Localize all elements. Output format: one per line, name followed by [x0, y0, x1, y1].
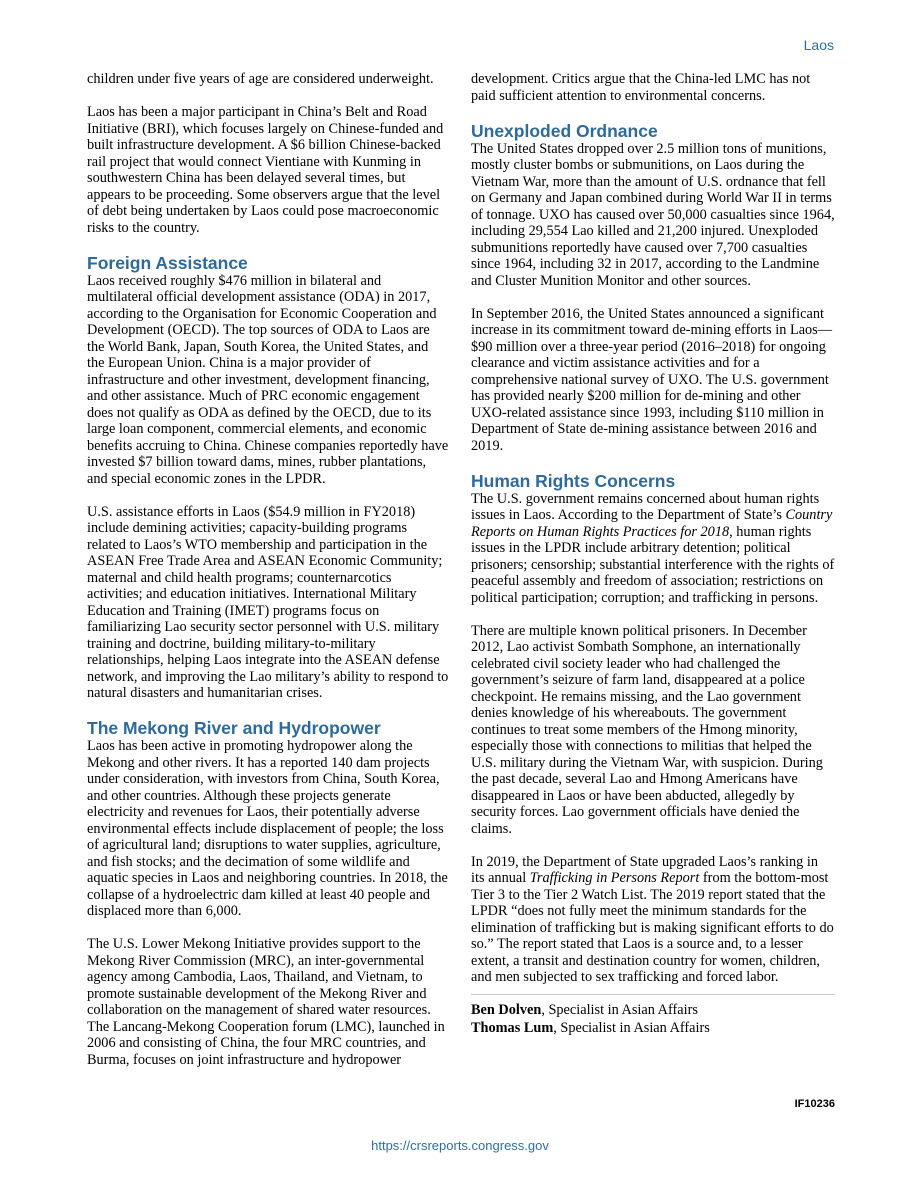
paragraph-human-rights [471, 491, 835, 607]
footer-url-link[interactable]: https://crsreports.congress.gov [371, 1138, 549, 1153]
paragraph-lower-mekong: The U.S. Lower Mekong Initiative provides support to the Mekong River Commission (MRC), an inter-governmental agency among Cambodia, Laos, Thailand, and Vietnam, to promote sustainable development of the Mekong River and collaboration on the management of shared water resources. The Lancang-Mekong Cooperation forum (LMC), launched in 2006 and consisting of China, the four MRC countries, and Burma, focuses on joint infrastructure and hydropower [87, 936, 445, 1068]
author-name: Thomas Lum [471, 1019, 554, 1036]
heading-unexploded-ordnance: Unexploded Ordnance [471, 120, 658, 141]
hr-text-after: , human rights issues in the LPDR include arbitrary detention; political prisoners; censorship; substantial interference with the rights of peaceful assembly and freedom of association; restrictions on political participation; corruption; and trafficking in persons. [471, 523, 835, 606]
paragraph-underweight: children under five years of age are considered underweight. [87, 71, 434, 87]
running-header: Laos [803, 37, 834, 53]
hr-text-before: The U.S. government remains concerned about human rights issues in Laos. According to the Department of State’s [471, 490, 820, 523]
paragraph-uxo: The United States dropped over 2.5 million tons of munitions, mostly cluster bombs or submunitions, on Laos during the Vietnam War, more than the amount of U.S. ordnance that fell on Germany and Japan combined during World War II in terms of tonnage. UXO has caused over 50,000 casualties since 1964, including 29,554 Lao killed and 21,200 injured. Unexploded submunitions reportedly have caused over 7,700 casualties since 1964, including 32 in 2017, according to the Landmine and Cluster Munition Monitor and other sources. [471, 140, 835, 289]
right-column [471, 71, 835, 1037]
author-role: , Specialist in Asian Affairs [541, 1001, 698, 1018]
paragraph-lmc-continued: development. Critics argue that the China-led LMC has not paid sufficient attention to environmental concerns. [471, 71, 811, 104]
paragraph-us-assistance: U.S. assistance efforts in Laos ($54.9 million in FY2018) include demining activities; capacity-building programs related to Laos’s WTO membership and participation in the ASEAN Free Trade Area and ASEAN Economic Community; maternal and child health programs; counternarcotics activities; and education initiatives. International Military Education and Training (IMET) programs focus on familiarizing Lao security sector personnel with U.S. military training and doctrine, building military-to-military relationships, helping Laos integrate into the ASEAN defense network, and improving the Lao military’s ability to respond to natural disasters and humanitarian crises. [87, 503, 449, 701]
heading-human-rights: Human Rights Concerns [471, 470, 676, 491]
left-column [87, 71, 449, 1068]
hr-report-title: Country Reports on Human Rights Practices for 2018 [471, 507, 833, 540]
author-divider [471, 994, 835, 995]
paragraph-trafficking [471, 854, 835, 986]
paragraph-hydropower: Laos has been active in promoting hydropower along the Mekong and other rivers. It has a reported 140 dam projects under consideration, with investors from China, South Korea, and other countries. Although these projects generate electricity and revenues for Laos, their potentially adverse environmental effects include displacement of people; the loss of agricultural land; disruptions to water supplies, agriculture, and fish stocks; and the decimation of some wildlife and aquatic species in Laos and neighboring countries. In 2018, the collapse of a hydroelectric dam killed at least 40 people and displaced more than 6,000. [87, 738, 448, 919]
paragraph-political-prisoners: There are multiple known political prisoners. In December 2012, Lao activist Sombath Somphone, an internationally celebrated civil society leader who had challenged the government’s seizure of farm land, disappeared at a police checkpoint. He remains missing, and the Lao government denies knowledge of his whereabouts. The government continues to treat some members of the Hmong minority, especially those with connections to militias that helped the U.S. military during the Vietnam War, with suspicion. During the past decade, several Lao and Hmong Americans have disappeared in Laos or have been abducted, allegedly by security forces. Lao government officials have denied the claims. [471, 622, 823, 837]
paragraph-oda: Laos received roughly $476 million in bilateral and multilateral official development assistance (ODA) in 2017, according to the Organisation for Economic Cooperation and Development (OECD). The top sources of ODA to Laos are the World Bank, Japan, South Korea, the United States, and the European Union. China is a major provider of infrastructure and other investment, development financing, and other assistance. Much of PRC economic engagement does not qualify as ODA as defined by the OECD, due to its large loan component, commercial elements, and economic benefits accruing to China. Chinese companies reportedly have invested $7 billion toward dams, mines, rubber plantations, and special economic zones in the LPDR. [87, 272, 449, 487]
paragraph-demining: In September 2016, the United States announced a significant increase in its commitment toward de-mining efforts in Laos—$90 million over a three-year period (2016–2018) for ongoing clearance and victim assistance activities and for a comprehensive national survey of UXO. The U.S. government has provided nearly $200 million for de-mining and other UXO-related assistance since 1993, including $110 million in Department of State de-mining assistance between 2016 and 2019. [471, 305, 833, 454]
author-line [471, 1001, 835, 1019]
heading-mekong-hydropower: The Mekong River and Hydropower [87, 718, 381, 738]
tip-text-after: from the bottom-most Tier 3 to the Tier 2 Watch List. The 2019 report stated that the LPDR “does not fully meet the minimum standards for the elimination of trafficking but is making significant efforts to do so.” The report stated that Laos is a source and, to a lesser extent, a transit and destination country for women, children, and men subjected to sex trafficking and forced labor. [471, 870, 834, 985]
author-role: , Specialist in Asian Affairs [553, 1019, 710, 1036]
paragraph-bri: Laos has been a major participant in China’s Belt and Road Initiative (BRI), which focuses largely on Chinese-funded and built infrastructure development. A $6 billion Chinese-backed rail project that would connect Vientiane with Kunming in southwestern China has been delayed several times, but appears to be proceeding. Some observers argue that the level of debt being undertaken by Laos could pose macroeconomic risks to the country. [87, 104, 444, 236]
tip-report-title: Trafficking in Persons Report [529, 870, 700, 886]
document-id: IF10236 [794, 1098, 835, 1110]
author-line [471, 1019, 835, 1037]
tip-text-before: In 2019, the Department of State upgraded Laos’s ranking in its annual [471, 853, 819, 886]
heading-foreign-assistance: Foreign Assistance [87, 252, 248, 273]
author-name: Ben Dolven [471, 1001, 542, 1018]
